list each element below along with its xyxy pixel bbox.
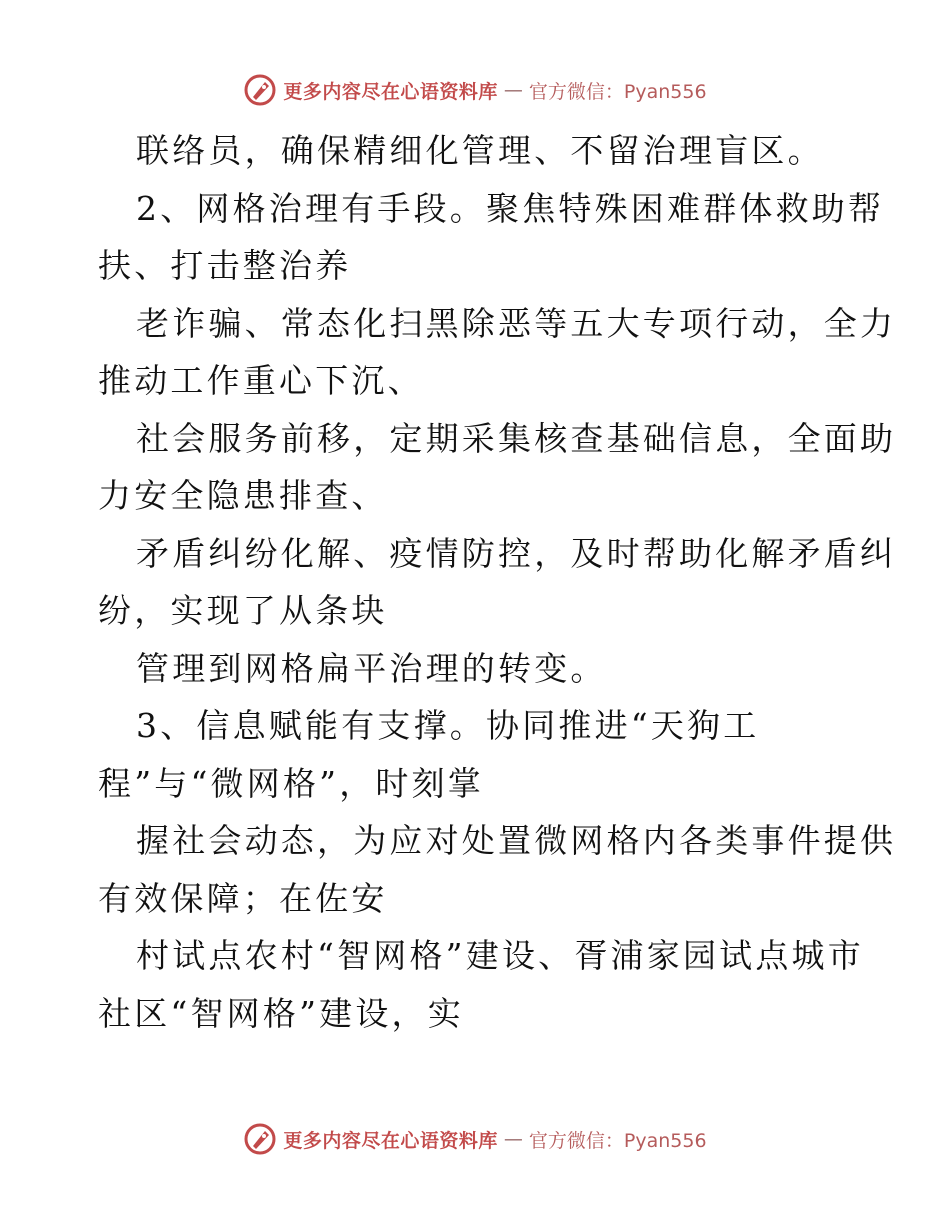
text-line: 2、网格治理有手段。聚焦特殊困难群体救助帮 <box>136 188 885 228</box>
document-body <box>98 122 897 1042</box>
banner-separator: — <box>503 79 523 101</box>
banner-separator: — <box>503 1128 523 1150</box>
pen-nib-logo-icon <box>243 1122 277 1156</box>
text-line: 推动工作重心下沉、 <box>98 361 424 400</box>
banner-promo-text: 更多内容尽在心语资料库 <box>283 1129 498 1152</box>
text-line: 矛盾纠纷化解、疫情防控，及时帮助化解矛盾纠 <box>136 533 897 573</box>
text-line: 程”与“微网格”，时刻掌 <box>98 763 485 803</box>
text-line: 有效保障；在佐安 <box>98 878 388 918</box>
text-line: 管理到网格扁平治理的转变。 <box>136 648 607 688</box>
banner-contact-text: 官方微信：Pyan556 <box>528 1129 707 1152</box>
text-line: 3、信息赋能有支撑。协同推进“天狗工 <box>136 706 760 745</box>
header-banner <box>0 70 950 110</box>
text-line: 扶、打击整治养 <box>98 246 352 285</box>
text-line: 老诈骗、常态化扫黑除恶等五大专项行动，全力 <box>136 303 897 343</box>
banner-promo-text: 更多内容尽在心语资料库 <box>283 80 498 103</box>
text-line: 社区“智网格”建设，实 <box>98 993 464 1033</box>
text-line: 纷，实现了从条块 <box>98 591 388 630</box>
banner-contact-text: 官方微信：Pyan556 <box>528 80 707 103</box>
text-line: 握社会动态，为应对处置微网格内各类事件提供 <box>136 821 897 860</box>
text-line: 社会服务前移，定期采集核查基础信息，全面助 <box>136 418 897 458</box>
footer-banner <box>0 1119 950 1159</box>
text-line: 力安全隐患排查、 <box>98 476 388 515</box>
text-line: 村试点农村“智网格”建设、胥浦家园试点城市 <box>136 936 864 975</box>
pen-nib-logo-icon <box>243 73 277 107</box>
text-line: 联络员，确保精细化管理、不留治理盲区。 <box>136 131 824 170</box>
